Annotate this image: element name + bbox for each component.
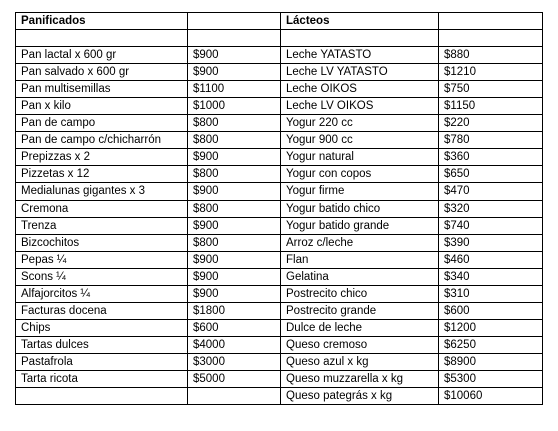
panificado-price-cell: $900 xyxy=(188,251,281,268)
panificado-price-cell: $900 xyxy=(188,285,281,302)
lacteo-name-cell: Queso cremoso xyxy=(281,336,439,353)
blank-cell xyxy=(188,30,281,47)
panificado-price-cell: $3000 xyxy=(188,353,281,370)
lacteo-price-cell: $5300 xyxy=(439,370,543,387)
panificado-price-cell: $800 xyxy=(188,132,281,149)
lacteo-price-cell: $6250 xyxy=(439,336,543,353)
lacteo-price-cell: $650 xyxy=(439,166,543,183)
lacteo-name-cell: Queso azul x kg xyxy=(281,353,439,370)
lacteo-name-cell: Yogur con copos xyxy=(281,166,439,183)
panificado-price-cell: $600 xyxy=(188,319,281,336)
panificado-name-cell: Chips xyxy=(16,319,188,336)
panificado-price-cell: $800 xyxy=(188,166,281,183)
lacteo-name-cell: Leche OIKOS xyxy=(281,81,439,98)
table-row xyxy=(16,302,543,319)
blank-cell xyxy=(281,30,439,47)
table-row xyxy=(16,336,543,353)
panificado-name-cell: Tarta ricota xyxy=(16,370,188,387)
lacteo-price-cell: $10060 xyxy=(439,388,543,405)
lacteo-price-cell: $390 xyxy=(439,234,543,251)
lacteo-name-cell: Postrecito grande xyxy=(281,302,439,319)
lacteo-name-cell: Queso pategrás x kg xyxy=(281,388,439,405)
table-row xyxy=(16,217,543,234)
panificado-name-cell: Cremona xyxy=(16,200,188,217)
panificado-name-cell: Facturas docena xyxy=(16,302,188,319)
panificado-price-cell: $900 xyxy=(188,64,281,81)
panificado-price-cell: $5000 xyxy=(188,370,281,387)
header-panificados: Panificados xyxy=(16,13,188,30)
lacteo-name-cell: Postrecito chico xyxy=(281,285,439,302)
panificado-price-cell: $1000 xyxy=(188,98,281,115)
panificado-price-cell xyxy=(188,388,281,405)
table-row xyxy=(16,47,543,64)
lacteo-price-cell: $220 xyxy=(439,115,543,132)
lacteo-price-cell: $360 xyxy=(439,149,543,166)
lacteo-name-cell: Yogur 220 cc xyxy=(281,115,439,132)
panificado-price-cell: $900 xyxy=(188,183,281,200)
panificado-name-cell: Pizzetas x 12 xyxy=(16,166,188,183)
header-lacteos: Lácteos xyxy=(281,13,439,30)
panificado-name-cell: Bizcochitos xyxy=(16,234,188,251)
lacteo-price-cell: $1200 xyxy=(439,319,543,336)
table-row xyxy=(16,353,543,370)
table-row xyxy=(16,166,543,183)
table-row xyxy=(16,149,543,166)
panificado-name-cell: Tartas dulces xyxy=(16,336,188,353)
panificado-name-cell: Medialunas gigantes x 3 xyxy=(16,183,188,200)
lacteo-price-cell: $1150 xyxy=(439,98,543,115)
panificado-name-cell xyxy=(16,388,188,405)
panificado-price-cell: $900 xyxy=(188,149,281,166)
lacteo-name-cell: Dulce de leche xyxy=(281,319,439,336)
panificado-name-cell: Pan de campo c/chicharrón xyxy=(16,132,188,149)
table-row xyxy=(16,81,543,98)
price-list-table xyxy=(15,12,543,405)
lacteo-name-cell: Leche YATASTO xyxy=(281,47,439,64)
table-body xyxy=(16,13,543,405)
lacteo-price-cell: $460 xyxy=(439,251,543,268)
panificado-price-cell: $1100 xyxy=(188,81,281,98)
lacteo-name-cell: Flan xyxy=(281,251,439,268)
table-row xyxy=(16,234,543,251)
lacteo-price-cell: $740 xyxy=(439,217,543,234)
panificado-price-cell: $800 xyxy=(188,115,281,132)
lacteo-price-cell: $8900 xyxy=(439,353,543,370)
table-row xyxy=(16,115,543,132)
header-price-right xyxy=(439,13,543,30)
lacteo-name-cell: Yogur batido chico xyxy=(281,200,439,217)
panificado-price-cell: $900 xyxy=(188,47,281,64)
panificado-price-cell: $1800 xyxy=(188,302,281,319)
table-row xyxy=(16,388,543,405)
table-row xyxy=(16,251,543,268)
lacteo-name-cell: Yogur batido grande xyxy=(281,217,439,234)
table-row xyxy=(16,200,543,217)
lacteo-name-cell: Leche LV OIKOS xyxy=(281,98,439,115)
panificado-name-cell: Prepizzas x 2 xyxy=(16,149,188,166)
lacteo-price-cell: $600 xyxy=(439,302,543,319)
blank-row xyxy=(16,30,543,47)
panificado-name-cell: Pan multisemillas xyxy=(16,81,188,98)
panificado-name-cell: Alfajorcitos ¼ xyxy=(16,285,188,302)
lacteo-price-cell: $340 xyxy=(439,268,543,285)
panificado-name-cell: Pan de campo xyxy=(16,115,188,132)
panificado-name-cell: Pan salvado x 600 gr xyxy=(16,64,188,81)
lacteo-name-cell: Yogur firme xyxy=(281,183,439,200)
panificado-name-cell: Pastafrola xyxy=(16,353,188,370)
panificado-price-cell: $900 xyxy=(188,217,281,234)
lacteo-price-cell: $1210 xyxy=(439,64,543,81)
lacteo-name-cell: Yogur 900 cc xyxy=(281,132,439,149)
panificado-name-cell: Pepas ¼ xyxy=(16,251,188,268)
table-row xyxy=(16,285,543,302)
panificado-name-cell: Scons ¼ xyxy=(16,268,188,285)
blank-cell xyxy=(439,30,543,47)
panificado-price-cell: $900 xyxy=(188,268,281,285)
panificado-price-cell: $4000 xyxy=(188,336,281,353)
table-header-row xyxy=(16,13,543,30)
blank-cell xyxy=(16,30,188,47)
panificado-name-cell: Pan x kilo xyxy=(16,98,188,115)
lacteo-name-cell: Leche LV YATASTO xyxy=(281,64,439,81)
header-price-left xyxy=(188,13,281,30)
lacteo-price-cell: $780 xyxy=(439,132,543,149)
table-row xyxy=(16,64,543,81)
table-row xyxy=(16,98,543,115)
lacteo-price-cell: $470 xyxy=(439,183,543,200)
table-row xyxy=(16,183,543,200)
lacteo-price-cell: $310 xyxy=(439,285,543,302)
lacteo-name-cell: Yogur natural xyxy=(281,149,439,166)
table-row xyxy=(16,319,543,336)
panificado-price-cell: $800 xyxy=(188,200,281,217)
table-row xyxy=(16,132,543,149)
lacteo-price-cell: $320 xyxy=(439,200,543,217)
lacteo-name-cell: Queso muzzarella x kg xyxy=(281,370,439,387)
lacteo-name-cell: Gelatina xyxy=(281,268,439,285)
panificado-name-cell: Pan lactal x 600 gr xyxy=(16,47,188,64)
lacteo-name-cell: Arroz c/leche xyxy=(281,234,439,251)
lacteo-price-cell: $880 xyxy=(439,47,543,64)
panificado-name-cell: Trenza xyxy=(16,217,188,234)
lacteo-price-cell: $750 xyxy=(439,81,543,98)
panificado-price-cell: $800 xyxy=(188,234,281,251)
table-row xyxy=(16,370,543,387)
table-row xyxy=(16,268,543,285)
